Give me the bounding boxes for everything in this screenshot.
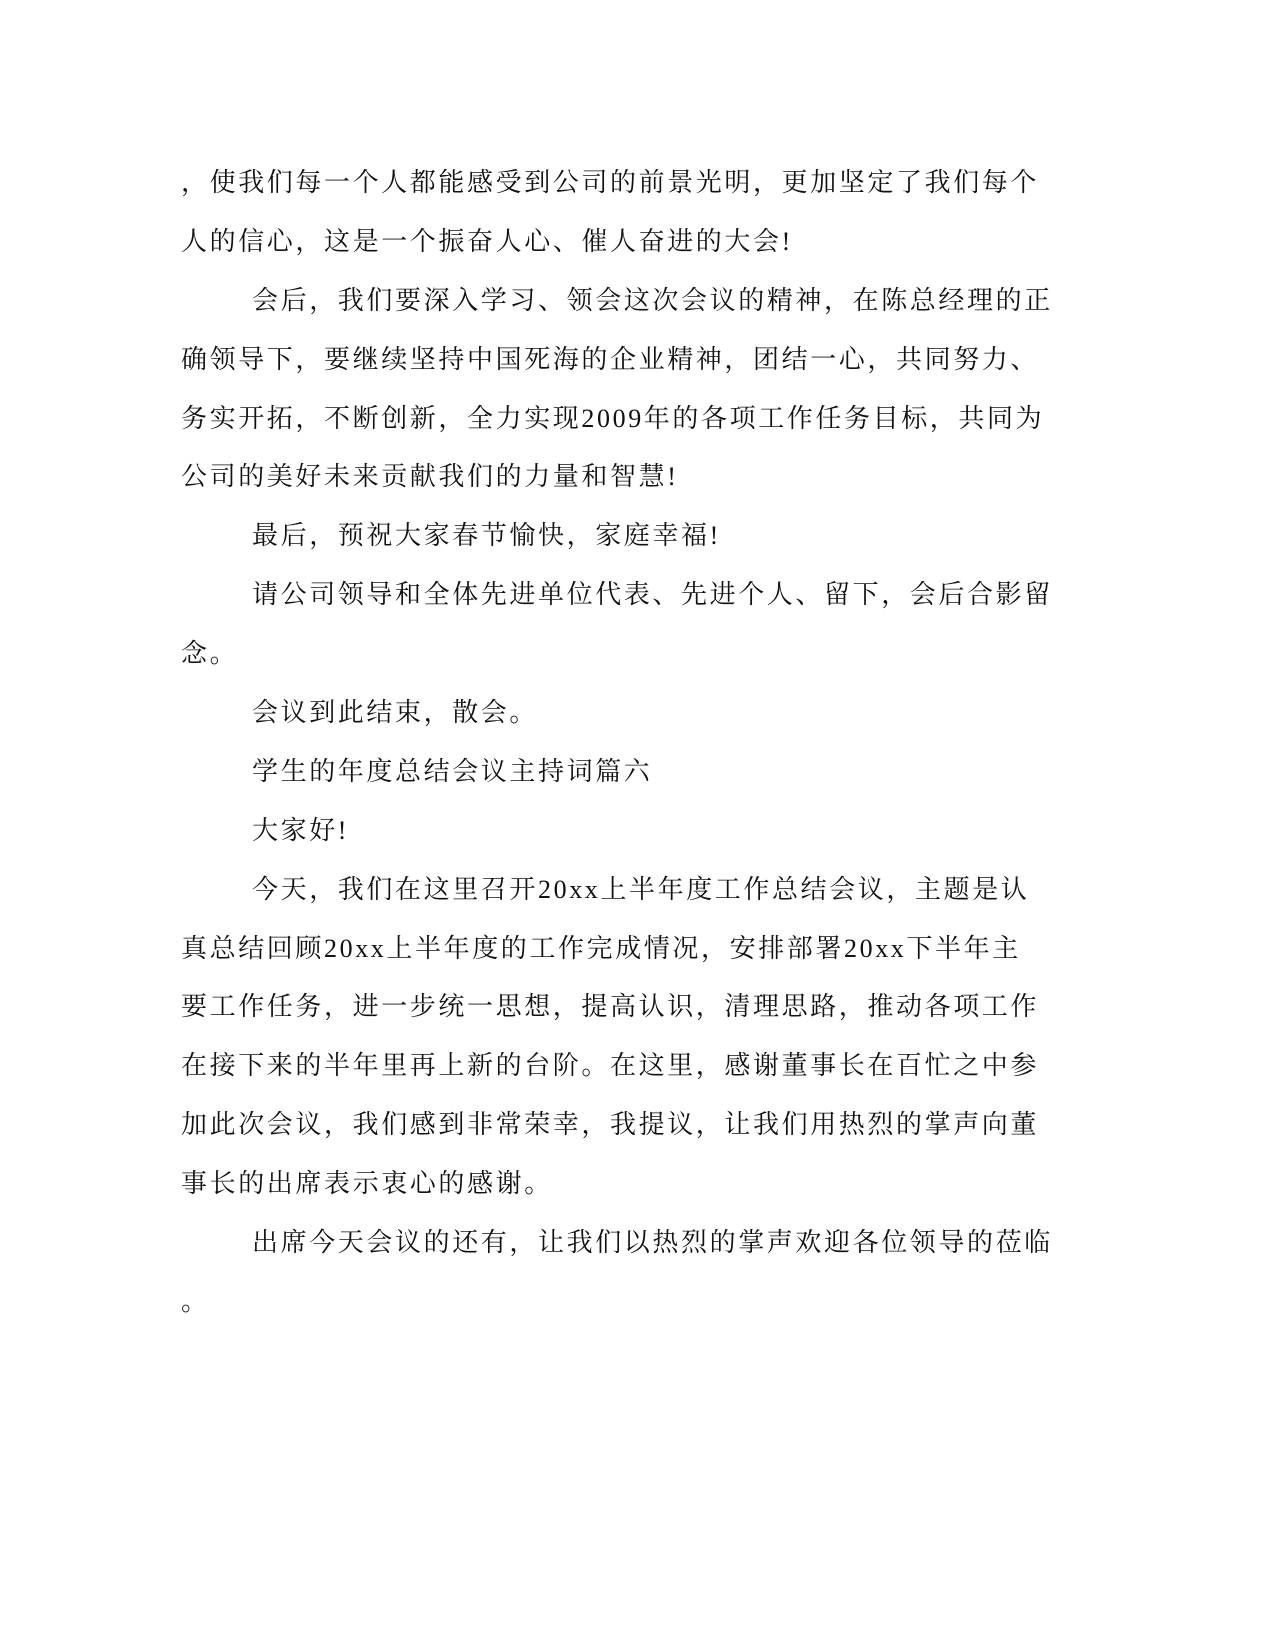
- text-line: 人的信心，这是一个振奋人心、催人奋进的大会!: [181, 226, 793, 256]
- text-line: ，使我们每一个人都能感受到公司的前景光明，更加坚定了我们每个: [181, 168, 1040, 197]
- text-line: 大家好!: [252, 815, 350, 845]
- text-line: 出席今天会议的还有，让我们以热烈的掌声欢迎各位领导的莅临: [252, 1228, 1053, 1258]
- text-line: 事长的出席表示衷心的感谢。: [181, 1169, 553, 1199]
- text-line: 务实开拓，不断创新，全力实现2009年的各项工作任务目标，共同为: [181, 403, 1045, 433]
- text-line: 最后，预祝大家春节愉快，家庭幸福!: [252, 521, 721, 551]
- text-line: 真总结回顾20xx上半年度的工作完成情况，安排部署20xx下半年主: [181, 933, 1021, 963]
- text-line: 加此次会议，我们感到非常荣幸，我提议，让我们用热烈的掌声向董: [181, 1110, 1040, 1140]
- text-line: 请公司领导和全体先进单位代表、先进个人、留下，会后合影留: [252, 580, 1053, 610]
- text-line: 要工作任务，进一步统一思想，提高认识，清理思路，推动各项工作: [181, 992, 1040, 1022]
- text-line: 确领导下，要继续坚持中国死海的企业精神，团结一心，共同努力、: [181, 344, 1040, 374]
- text-line: 公司的美好未来贡献我们的力量和智慧!: [181, 462, 679, 492]
- text-line: 。: [181, 1286, 210, 1316]
- document-body: [181, 154, 1053, 1332]
- text-line: 今天，我们在这里召开20xx上半年度工作总结会议，主题是认: [252, 874, 1030, 904]
- text-line: 会后，我们要深入学习、领会这次会议的精神，在陈总经理的正: [252, 285, 1053, 315]
- text-line: 念。: [181, 639, 239, 669]
- text-line: 会议到此结束，散会。: [252, 698, 539, 728]
- text-line: 学生的年度总结会议主持词篇六: [252, 756, 653, 786]
- text-line: 在接下来的半年里再上新的台阶。在这里，感谢董事长在百忙之中参: [181, 1051, 1040, 1081]
